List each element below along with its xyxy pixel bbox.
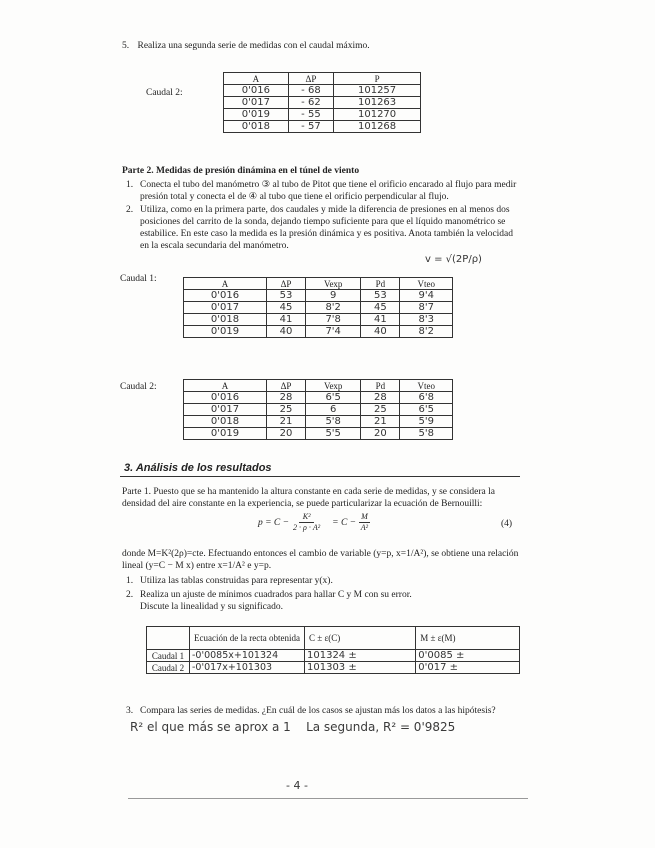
cell: - 57 [288, 121, 333, 133]
cell: 8'2 [305, 302, 360, 314]
cell: 6 [305, 404, 360, 416]
cell: 41 [266, 314, 305, 326]
eq-denominator-2: A² [360, 523, 369, 532]
table3-label: Caudal 2: [120, 382, 157, 392]
cell: -0'0085x+101324 [190, 650, 305, 662]
handwritten-answer: R² el que más se aprox a 1 La segunda, R² = 0'9825 [130, 720, 456, 734]
part2-title: Parte 2. Medidas de presión dinámina en el túnel de viento [122, 166, 360, 176]
parte1-paragraph: Parte 1. Puesto que se ha mantenido la altura constante en cada serie de medidas, y se considera la densidad del aire constante en la experiencia, se puede particularizar la ecuación de Bernouilli: [122, 487, 496, 509]
cell: 45 [361, 302, 400, 314]
cell: 8'3 [400, 314, 453, 326]
cell: - 55 [288, 109, 333, 121]
cell: 9'4 [400, 290, 453, 302]
cell: 21 [266, 416, 305, 428]
table2-label: Caudal 1: [120, 274, 157, 284]
cell: 0'018 [224, 121, 289, 133]
cell: 101270 [334, 109, 421, 121]
eq-numerator-2: M [361, 512, 368, 521]
header-cell: ΔP [266, 278, 305, 290]
header-cell: M ± ε(M) [416, 627, 520, 650]
eq-middle: = C − [332, 517, 357, 528]
cell: 0'019 [224, 109, 289, 121]
cell: 0'019 [184, 326, 267, 338]
item-text: Conecta el tubo del manómetro ③ al tubo de Pitot que tiene el orificio encarado al flujo para medir presión total y conecta el de ④ al tubo que tiene el orificio perpendicular al flujo. [140, 180, 517, 202]
table-row [184, 314, 453, 326]
header-cell: Vexp [305, 278, 360, 290]
parte1-paragraph-2: donde M=K²(2ρ)=cte. Efectuando entonces el cambio de variable (y=p, x=1/A²), se obtiene una relación lineal (y=C − M x) entre x=1/A² e y=p. [122, 549, 519, 571]
cell: 8'2 [400, 326, 453, 338]
eq-lhs: p = C − [258, 517, 290, 528]
cell: 53 [361, 290, 400, 302]
item-text: Utiliza las tablas construidas para representar y(x). [140, 576, 333, 586]
table-row [224, 121, 421, 133]
velocity-formula-handwritten: v = √(2P/ρ) [425, 254, 482, 265]
header-cell: A [184, 278, 267, 290]
cell: 0'0085 ± [416, 650, 520, 662]
cell: 0'016 [184, 290, 267, 302]
header-cell: Vteo [400, 278, 453, 290]
item-text: Compara las series de medidas. ¿En cuál de los casos se ajustan más los datos a las hipótesis? [140, 706, 496, 716]
item-number: 2. [126, 590, 134, 600]
cell: 20 [266, 428, 305, 440]
footer-rule [128, 798, 528, 799]
cell: 0'017 [224, 97, 289, 109]
header-cell: A [184, 380, 267, 392]
cell: 6'8 [400, 392, 453, 404]
cell: 20 [361, 428, 400, 440]
parte1-item-2 [122, 589, 522, 613]
parte1-item-1 [122, 575, 522, 587]
cell: 5'9 [400, 416, 453, 428]
cell: 101268 [334, 121, 421, 133]
table1-label: Caudal 2: [146, 88, 183, 98]
header-cell: Ecuación de la recta obtenida [190, 627, 305, 650]
eq-denominator-1: 2 · ρ · A² [293, 523, 321, 532]
cell: 45 [266, 302, 305, 314]
item-number: 3. [126, 706, 134, 716]
header-cell: C ± ε(C) [305, 627, 416, 650]
table-row [184, 392, 453, 404]
cell: 53 [266, 290, 305, 302]
cell: 28 [266, 392, 305, 404]
item-number: 1. [126, 576, 134, 586]
eq-tag: (4) [501, 519, 513, 529]
cell: 25 [361, 404, 400, 416]
section-3-title: 3. Análisis de los resultados [124, 462, 272, 474]
bernoulli-equation [258, 512, 370, 533]
cell: 0'016 [184, 392, 267, 404]
table-row [147, 662, 520, 674]
cell: 101263 [334, 97, 421, 109]
table-row [184, 416, 453, 428]
cell: 40 [266, 326, 305, 338]
cell: - 62 [288, 97, 333, 109]
table-row [184, 404, 453, 416]
header-cell: ΔP [266, 380, 305, 392]
table3 [183, 379, 453, 440]
cell: 0'018 [184, 416, 267, 428]
header-cell: Pd [361, 380, 400, 392]
part2-item-2 [122, 204, 522, 252]
cell: 0'017 ± [416, 662, 520, 674]
page-number: - 4 - [286, 779, 308, 792]
cell: 0'016 [224, 85, 289, 97]
cell: 0'018 [184, 314, 267, 326]
part2-item-1 [122, 179, 522, 203]
cell: 40 [361, 326, 400, 338]
header-cell: Pd [361, 278, 400, 290]
cell: 101324 ± [305, 650, 416, 662]
cell: 0'019 [184, 428, 267, 440]
cell: 7'8 [305, 314, 360, 326]
item-number: 5. [122, 41, 130, 51]
fit-table [146, 626, 520, 674]
cell: 0'017 [184, 302, 267, 314]
table-row [184, 302, 453, 314]
cell: 101257 [334, 85, 421, 97]
item-3 [122, 705, 542, 717]
cell: 21 [361, 416, 400, 428]
item-text: Realiza una segunda serie de medidas con el caudal máximo. [137, 41, 370, 51]
cell: 7'4 [305, 326, 360, 338]
header-cell: Vteo [400, 380, 453, 392]
cell: Caudal 1 [147, 650, 190, 662]
cell: 28 [361, 392, 400, 404]
item-5 [122, 40, 370, 52]
cell: 8'7 [400, 302, 453, 314]
cell: 5'8 [400, 428, 453, 440]
table-row [147, 650, 520, 662]
cell: Caudal 2 [147, 662, 190, 674]
cell: 25 [266, 404, 305, 416]
cell: 9 [305, 290, 360, 302]
header-cell: P [334, 73, 421, 85]
cell: 41 [361, 314, 400, 326]
table-row [224, 109, 421, 121]
table-row [184, 428, 453, 440]
table-row [224, 97, 421, 109]
item-text: Realiza un ajuste de mínimos cuadrados para hallar C y M con su error. Discute la linealidad y su significado. [140, 590, 412, 612]
header-cell: A [224, 73, 289, 85]
cell: 101303 ± [305, 662, 416, 674]
header-cell: ΔP [288, 73, 333, 85]
table2 [183, 277, 453, 338]
item-text: Utiliza, como en la primera parte, dos caudales y mide la diferencia de presiones en al menos dos posiciones del carrito de la sonda, dejando tiempo suficiente para que el líquido manométrico se estabilice. En este caso la medida es la presión dinámica y es positiva. Anota también la velocidad en la escala secundaria del manómetro. [140, 205, 514, 251]
table-row [184, 326, 453, 338]
cell: -0'017x+101303 [190, 662, 305, 674]
item-number: 1. [126, 180, 134, 190]
cell: 5'8 [305, 416, 360, 428]
table-row [184, 290, 453, 302]
cell: 0'017 [184, 404, 267, 416]
table-row [224, 85, 421, 97]
cell: - 68 [288, 85, 333, 97]
cell: 6'5 [400, 404, 453, 416]
header-cell [147, 627, 190, 650]
eq-numerator-1: K² [299, 512, 315, 523]
cell: 6'5 [305, 392, 360, 404]
table1 [223, 72, 421, 133]
item-number: 2. [126, 205, 134, 215]
section-divider [120, 476, 520, 477]
header-cell: Vexp [305, 380, 360, 392]
cell: 5'5 [305, 428, 360, 440]
